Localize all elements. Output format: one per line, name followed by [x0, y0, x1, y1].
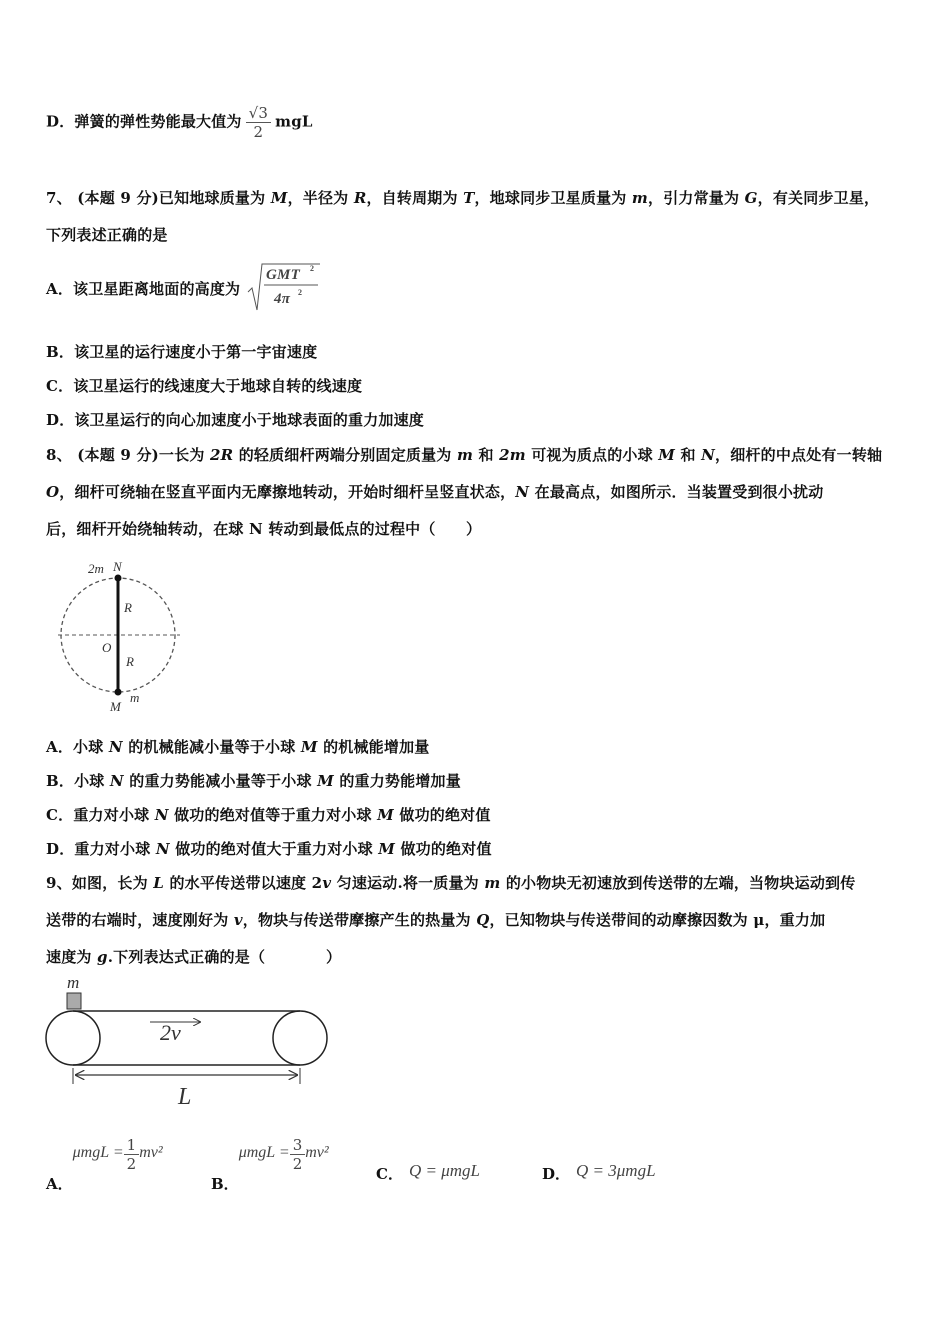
fig-label-m-ball: M [110, 699, 121, 714]
q8-option-c: C．重力对小球 N 做功的绝对值等于重力对小球 M 做功的绝对值 [46, 806, 491, 824]
svg-text:2: 2 [309, 264, 314, 273]
fig-label-r-lower: R [126, 654, 134, 669]
q8-stem-line1: 8、 (本题 9 分)一长为 2R 的轻质细杆两端分别固定质量为 m 和 2m 可视为质点的小球 M 和 N，细杆的中点处有一转轴 [46, 446, 883, 464]
q8-option-a: A．小球 N 的机械能减小量等于小球 M 的机械能增加量 [46, 738, 430, 756]
fig-label-m-mass: m [130, 690, 140, 705]
q7-stem-line2: 下列表述正确的是 [46, 226, 168, 244]
fig-length-label: L [178, 1084, 192, 1110]
q9-option-c: C． Q = μmgL [376, 1161, 480, 1183]
q9-stem-line2: 送带的右端时，速度刚好为 v，物块与传送带摩擦产生的热量为 Q，已知物块与传送带间的动摩擦因数为 μ，重力加 [46, 911, 826, 929]
q7-stem-line1: 7、 (本题 9 分)已知地球质量为 M，半径为 R，自转周期为 T，地球同步卫星质量为 m，引力常量为 G，有关同步卫星， [46, 189, 880, 207]
q7-option-b: B．该卫星的运行速度小于第一宇宙速度 [46, 343, 318, 361]
q7-option-d: D．该卫星运行的向心加速度小于地球表面的重力加速度 [46, 411, 425, 429]
q9-stem-line1: 9、如图，长为 L 的水平传送带以速度 2v 匀速运动.将一质量为 m 的小物块无初速放到传送带的左端，当物块运动到传 [46, 874, 856, 892]
q8-stem-line3: 后，细杆开始绕轴转动，在球 N 转动到最低点的过程中（ ） [46, 520, 482, 538]
q6-option-d: D．弹簧的弹性势能最大值为 $\frac{√3}{2}$ mgL [46, 104, 313, 141]
q7-sqrt-expression [246, 262, 322, 318]
fig-label-o: O [102, 640, 112, 655]
svg-text:2: 2 [297, 288, 302, 297]
q7-sqrt-denominator: 4π [273, 291, 290, 307]
q8-option-d: D．重力对小球 N 做功的绝对值大于重力对小球 M 做功的绝对值 [46, 840, 492, 858]
q6-fraction: $\frac{√3}{2}$ [246, 104, 272, 141]
q9-conveyor-figure [42, 972, 334, 1112]
q7-sqrt-numerator: GMT [265, 267, 300, 283]
q9-option-d: D． Q = 3μmgL [542, 1161, 656, 1183]
q8-rod-circle-figure [50, 555, 190, 720]
fig-label-n: N [113, 559, 122, 574]
fig-block-label: m [67, 973, 80, 992]
fig-label-2m: 2m [88, 561, 104, 576]
fig-speed-label: 2v [160, 1020, 181, 1045]
q8-stem-line2: O，细杆可绕轴在竖直平面内无摩擦地转动，开始时细杆呈竖直状态，N 在最高点，如图所示．当装置受到很小扰动 [46, 483, 824, 501]
q7-option-c: C．该卫星运行的线速度大于地球自转的线速度 [46, 377, 363, 395]
fig-label-r-upper: R [124, 600, 132, 615]
q8-option-b: B．小球 N 的重力势能减小量等于小球 M 的重力势能增加量 [46, 772, 461, 790]
fig-block [67, 993, 81, 1009]
q9-option-a: A．μmgL = $\frac{1}{2}$ mv² [46, 1136, 163, 1193]
q7-option-a: A．该卫星距离地面的高度为 GMT 2 4π 2 [46, 262, 322, 318]
q9-option-b: B．μmgL = $\frac{3}{2}$ mv² [211, 1136, 329, 1193]
q9-stem-line3: 速度为 g.下列表达式正确的是（ ） [46, 948, 342, 966]
